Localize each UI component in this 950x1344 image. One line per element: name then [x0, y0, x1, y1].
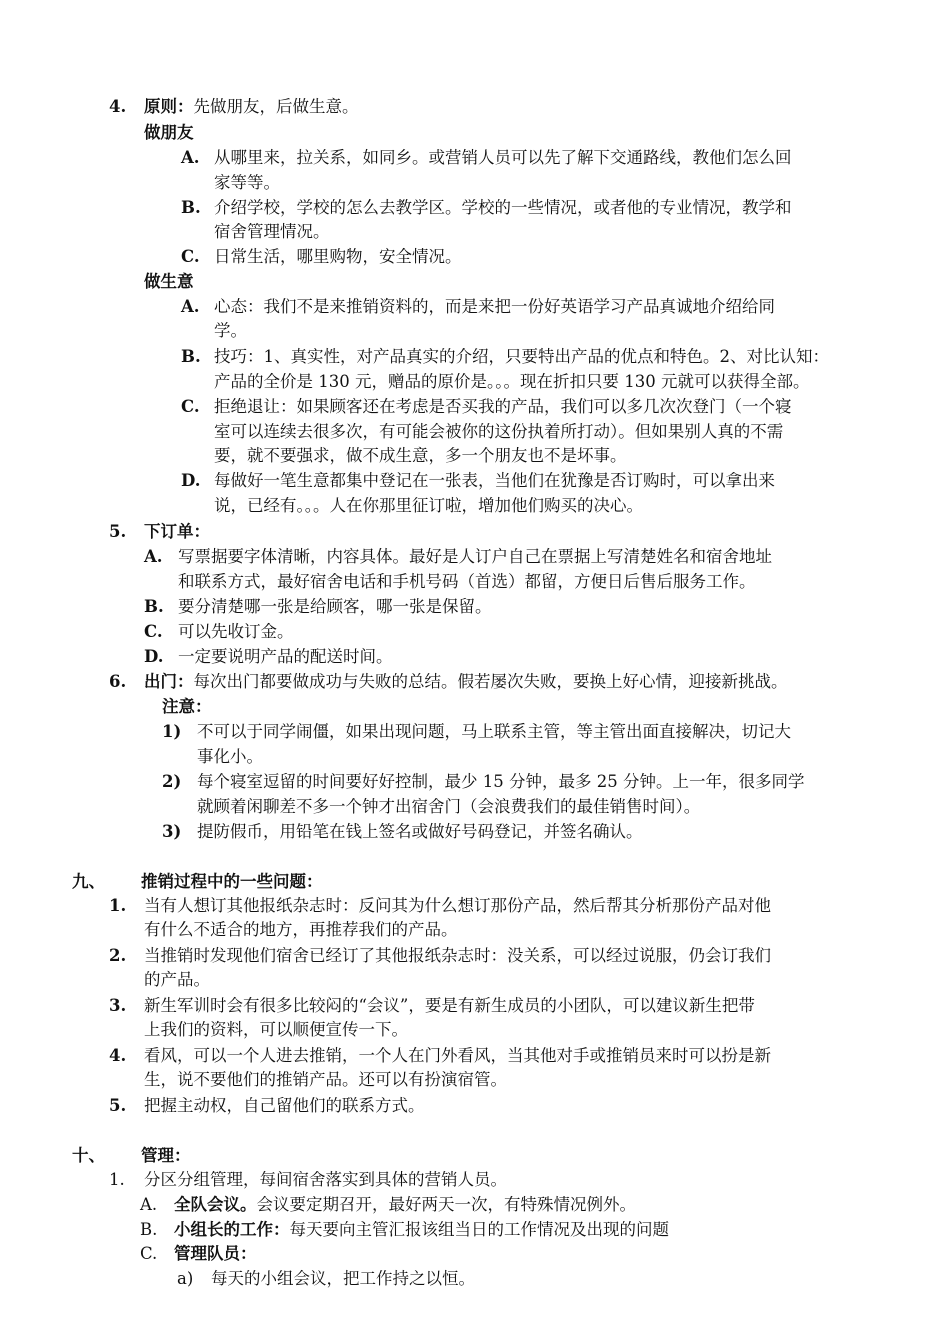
item-text: 和联系方式，最好宿舍电话和手机号码（首选）都留，方便日后售后服务工作。 — [178, 572, 756, 591]
item-text: 技巧：1、真实性，对产品真实的介绍，只要特出产品的优点和特色。2、对比认知： — [214, 347, 829, 366]
item-text: 拒绝退让：如果顾客还在考虑是否买我的产品，我们可以多几次次登门（一个寝 — [214, 397, 792, 416]
section-text: 每次出门都要做成功与失败的总结。假若屡次失败，要换上好心情，迎接新挑战。 — [193, 672, 788, 691]
item-marker: B. — [181, 198, 201, 217]
item-text: 每天要向主管汇报该组当日的工作情况及出现的问题 — [289, 1220, 669, 1239]
item-text: 每天的小组会议，把工作持之以恒。 — [211, 1269, 475, 1288]
item-text: 的产品。 — [144, 970, 210, 989]
section-number: 九、 — [72, 872, 105, 891]
section-number: 5. — [109, 522, 127, 541]
item-text: 要，就不要强求，做不成生意，多一个朋友也不是坏事。 — [214, 446, 627, 465]
item-text: 从哪里来，拉关系，如同乡。或营销人员可以先了解下交通路线，教他们怎么回 — [214, 148, 792, 167]
item-text: 学。 — [214, 321, 247, 340]
item-text: 当推销时发现他们宿舍已经订了其他报纸杂志时：没关系，可以经过说服，仍会订我们 — [144, 946, 771, 965]
item-marker: C. — [181, 397, 200, 416]
section-text: 先做朋友，后做生意。 — [193, 97, 359, 116]
item-marker: D. — [181, 471, 201, 490]
item-marker: 2) — [162, 772, 182, 791]
item-text: 室可以连续去很多次，有可能会被你的这份执着所打动）。但如果别人真的不需 — [214, 422, 784, 441]
item-marker: a) — [177, 1269, 194, 1288]
item-text: 不可以于同学闹僵，如果出现问题，马上联系主管，等主管出面直接解决，切记大 — [197, 722, 791, 741]
item-marker: A. — [181, 297, 200, 316]
section-title: 推销过程中的一些问题： — [141, 872, 323, 891]
item-text: 一定要说明产品的配送时间。 — [178, 647, 393, 666]
item-text: 提防假币，用铅笔在钱上签名或做好号码登记，并签名确认。 — [197, 822, 643, 841]
item-marker: 4. — [109, 1046, 127, 1065]
item-marker: 1) — [162, 722, 182, 741]
item-text: 日常生活，哪里购物，安全情况。 — [214, 247, 462, 266]
section-number: 十、 — [72, 1146, 105, 1165]
item-marker: 1. — [109, 1170, 125, 1189]
item-marker: D. — [144, 647, 164, 666]
section-number: 6. — [109, 672, 127, 691]
item-label: 小组长的工作： — [174, 1220, 290, 1239]
item-text: 要分清楚哪一张是给顾客，哪一张是保留。 — [178, 597, 492, 616]
item-marker: A. — [181, 148, 200, 167]
item-text: 可以先收订金。 — [178, 622, 294, 641]
item-marker: B. — [140, 1220, 158, 1239]
section-title: 下订单： — [144, 522, 210, 541]
item-label: 全队会议。 — [174, 1195, 257, 1214]
item-text: 产品的全价是 130 元，赠品的原价是。。。现在折扣只要 130 元就可以获得全部。 — [214, 372, 810, 391]
item-text: 新生军训时会有很多比较闷的“会议”，要是有新生成员的小团队，可以建议新生把带 — [144, 996, 755, 1015]
item-text: 就顾着闲聊差不多一个钟才出宿舍门（会浪费我们的最佳销售时间）。 — [197, 797, 701, 816]
item-marker: C. — [140, 1244, 158, 1263]
item-text: 分区分组管理，每间宿舍落实到具体的营销人员。 — [144, 1170, 507, 1189]
subheading: 做生意 — [144, 272, 194, 291]
item-marker: A. — [144, 547, 163, 566]
item-text: 事化小。 — [197, 747, 263, 766]
section-title: 出门： — [144, 672, 194, 691]
section-title: 原则： — [144, 97, 194, 116]
item-text: 心态：我们不是来推销资料的，而是来把一份好英语学习产品真诚地介绍给同 — [214, 297, 775, 316]
item-text: 每做好一笔生意都集中登记在一张表，当他们在犹豫是否订购时，可以拿出来 — [214, 471, 775, 490]
item-marker: 1. — [109, 896, 127, 915]
item-marker: A. — [140, 1195, 158, 1214]
item-marker: C. — [144, 622, 163, 641]
item-marker: 2. — [109, 946, 127, 965]
item-text: 会议要定期召开，最好两天一次，有特殊情况例外。 — [256, 1195, 636, 1214]
subheading: 做朋友 — [144, 123, 194, 142]
section-title: 管理： — [141, 1146, 191, 1165]
item-text: 当有人想订其他报纸杂志时：反问其为什么想订那份产品，然后帮其分析那份产品对他 — [144, 896, 771, 915]
item-text: 介绍学校，学校的怎么去教学区。学校的一些情况，或者他的专业情况，教学和 — [214, 198, 792, 217]
item-text: 宿舍管理情况。 — [214, 222, 330, 241]
item-text: 上我们的资料，可以顺便宣传一下。 — [144, 1020, 408, 1039]
section-number: 4. — [109, 97, 127, 116]
item-text: 每个寝室逗留的时间要好好控制，最少 15 分钟，最多 25 分钟。上一年，很多同学 — [197, 772, 805, 791]
item-text: 写票据要字体清晰，内容具体。最好是人订户自己在票据上写清楚姓名和宿舍地址 — [178, 547, 772, 566]
item-text: 说，已经有。。。人在你那里征订啦，增加他们购买的决心。 — [214, 496, 643, 515]
item-text: 把握主动权，自己留他们的联系方式。 — [144, 1096, 425, 1115]
item-text: 有什么不适合的地方，再推荐我们的产品。 — [144, 920, 458, 939]
item-marker: 5. — [109, 1096, 127, 1115]
item-marker: 3. — [109, 996, 127, 1015]
item-text: 生，说不要他们的推销产品。还可以有扮演宿管。 — [144, 1070, 507, 1089]
note-label: 注意： — [162, 697, 212, 716]
item-marker: C. — [181, 247, 200, 266]
item-text: 家等等。 — [214, 173, 280, 192]
item-marker: B. — [144, 597, 164, 616]
item-text: 看风，可以一个人进去推销，一个人在门外看风，当其他对手或推销员来时可以扮是新 — [144, 1046, 771, 1065]
item-marker: 3) — [162, 822, 182, 841]
item-marker: B. — [181, 347, 201, 366]
item-label: 管理队员： — [174, 1244, 257, 1263]
